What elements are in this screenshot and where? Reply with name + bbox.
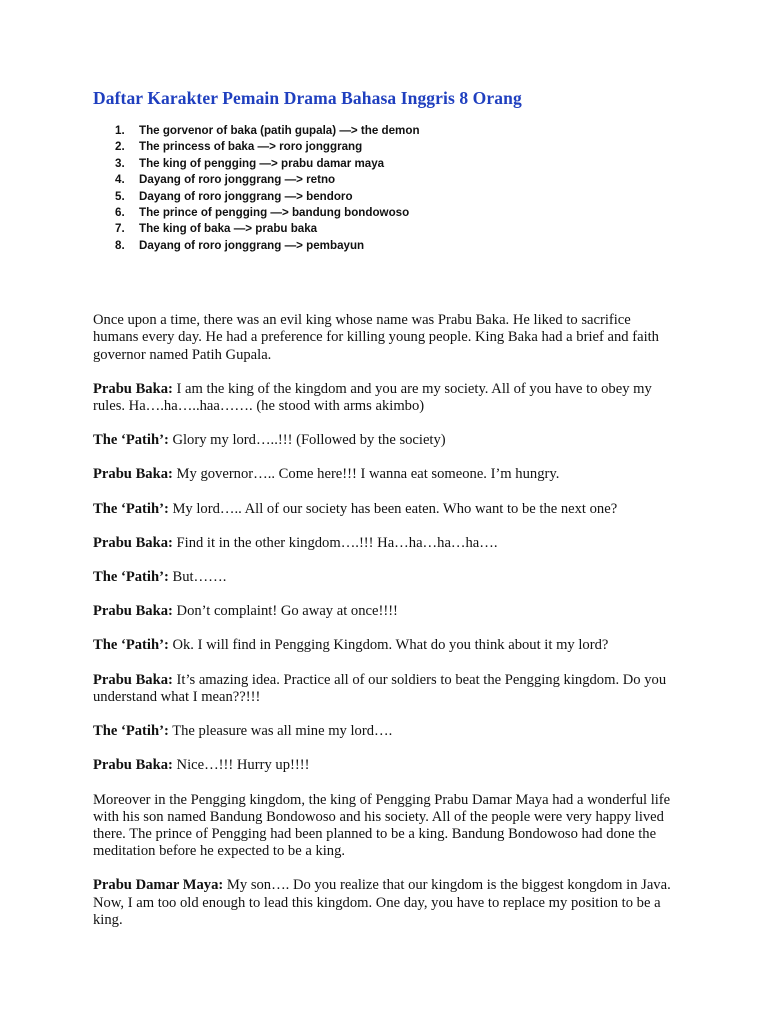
- dialogue-line: [93, 381, 674, 415]
- speaker-name: The ‘Patih’:: [93, 723, 169, 740]
- narration-paragraph: [93, 312, 674, 364]
- cast-item: [93, 156, 674, 172]
- dialogue-text: My governor….. Come here!!! I wanna eat someone. I’m hungry.: [172, 466, 560, 483]
- cast-number: 6.: [115, 206, 125, 220]
- dialogue-text: It’s amazing idea. Practice all of our soldiers to beat the Pengging kingdom. Do you understand what I mean??!!!: [93, 671, 667, 705]
- cast-number: 5.: [115, 189, 125, 203]
- dialogue-text: Don’t complaint! Go away at once!!!!: [172, 603, 398, 620]
- dialogue-text: Find it in the other kingdom….!!! Ha…ha…ha…ha….: [172, 534, 498, 551]
- dialogue-text: Ok. I will find in Pengging Kingdom. What do you think about it my lord?: [168, 637, 609, 654]
- cast-item: [93, 123, 674, 139]
- dialogue-text: Once upon a time, there was an evil king whose name was Prabu Baka. He liked to sacrifice humans every day. He had a preference for killing young people. King Baka had a brief and faith governor named Patih Gupala.: [93, 312, 659, 363]
- dialogue-text: My son…. Do you realize that our kingdom is the biggest kongdom in Java. Now, I am too old enough to lead this kingdom. One day, you have to replace my position to be a king.: [93, 877, 671, 928]
- cast-number: 2.: [115, 140, 125, 154]
- cast-number: 7.: [115, 222, 125, 236]
- dialogue-text: Moreover in the Pengging kingdom, the king of Pengging Prabu Damar Maya had a wonderful life with his son named Bandung Bondowoso and his society. All of the people were very happy lived there. The prince of Pengging had been planned to be a king. Bandung Bondowoso had done the meditation before he expected to be a king.: [93, 791, 671, 860]
- cast-text: The king of baka —> prabu baka: [139, 222, 318, 236]
- speaker-name: The ‘Patih’:: [93, 500, 169, 517]
- speaker-name: Prabu Baka:: [93, 671, 173, 688]
- dialogue-text: My lord….. All of our society has been eaten. Who want to be the next one?: [168, 500, 618, 517]
- dialogue-line: [93, 466, 674, 483]
- dialogue-text: I am the king of the kingdom and you are my society. All of you have to obey my rules. Ha….ha…..haa……. (he stood with arms akimbo): [93, 380, 652, 415]
- dialogue-line: [93, 757, 674, 774]
- cast-item: [93, 189, 674, 205]
- cast-text: Dayang of roro jonggrang —> pembayun: [139, 238, 365, 252]
- dialogue-text: But…….: [168, 569, 227, 586]
- dialogue-text: Nice…!!! Hurry up!!!!: [172, 757, 310, 774]
- dialogue-line: [93, 672, 674, 706]
- dialogue-line: [93, 501, 674, 518]
- cast-number: 1.: [115, 124, 125, 137]
- cast-item: [93, 172, 674, 188]
- cast-number: 3.: [115, 156, 125, 170]
- dialogue-line: [93, 723, 674, 740]
- speaker-name: The ‘Patih’:: [93, 432, 169, 449]
- dialogue-line: [93, 535, 674, 552]
- cast-item: [93, 221, 674, 237]
- dialogue-line: [93, 569, 674, 586]
- speaker-name: Prabu Baka:: [93, 603, 173, 620]
- cast-text: The prince of pengging —> bandung bondowoso: [139, 206, 410, 220]
- speaker-name: Prabu Damar Maya:: [93, 877, 224, 894]
- speaker-name: Prabu Baka:: [93, 466, 173, 483]
- cast-item: [93, 205, 674, 221]
- cast-text: Dayang of roro jonggrang —> bendoro: [139, 189, 353, 203]
- dialogue-line: [93, 603, 674, 620]
- cast-item: [93, 139, 674, 155]
- cast-item: [93, 238, 674, 254]
- cast-text: The gorvenor of baka (patih gupala) —> the demon: [139, 124, 420, 137]
- speaker-name: Prabu Baka:: [93, 534, 173, 551]
- dialogue-text: The pleasure was all mine my lord….: [168, 723, 393, 740]
- speaker-name: The ‘Patih’:: [93, 637, 169, 654]
- cast-text: Dayang of roro jonggrang —> retno: [139, 173, 336, 187]
- cast-text: The princess of baka —> roro jonggrang: [139, 140, 363, 154]
- document-title: Daftar Karakter Pemain Drama Bahasa Inggris 8 Orang: [93, 88, 522, 108]
- dialogue-text: Glory my lord…..!!! (Followed by the society): [168, 432, 446, 449]
- speaker-name: Prabu Baka:: [93, 757, 173, 774]
- dialogue-line: [93, 877, 674, 929]
- cast-number: 8.: [115, 238, 125, 252]
- dialogue-line: [93, 637, 674, 654]
- cast-number: 4.: [115, 173, 125, 187]
- dialogue-line: [93, 432, 674, 449]
- story-body: [93, 312, 674, 929]
- cast-text: The king of pengging —> prabu damar maya: [139, 156, 385, 170]
- speaker-name: Prabu Baka:: [93, 380, 173, 397]
- speaker-name: The ‘Patih’:: [93, 569, 169, 586]
- narration-paragraph: [93, 792, 674, 861]
- cast-list: [93, 123, 674, 254]
